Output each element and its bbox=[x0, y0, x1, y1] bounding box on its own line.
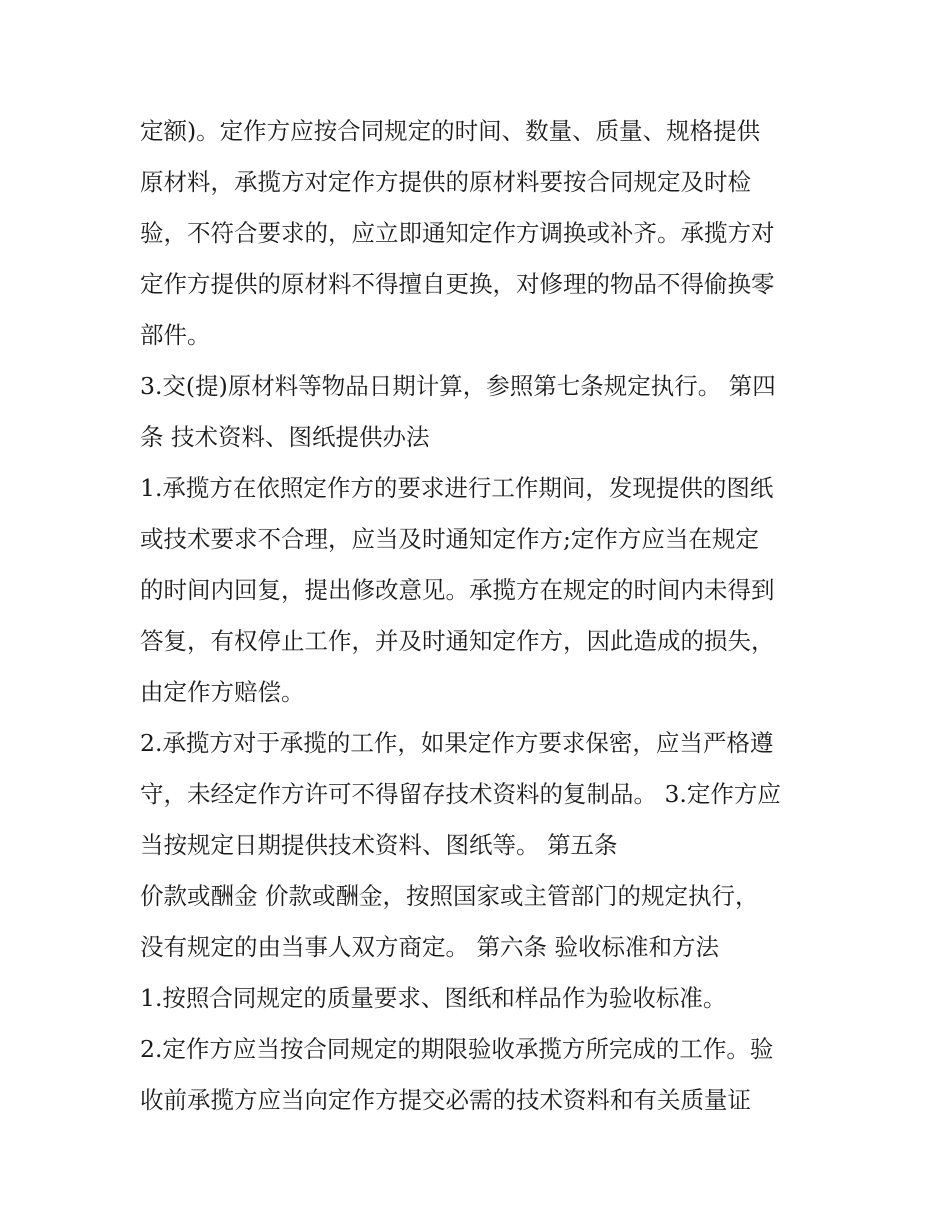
text-line: 价款或酬金 价款或酬金，按照国家或主管部门的规定执行， bbox=[140, 882, 759, 910]
text-line: 原材料，承揽方对定作方提供的原材料要按合同规定及时检 bbox=[140, 168, 751, 196]
body-text bbox=[140, 106, 830, 1126]
text-line: 守，未经定作方许可不得留存技术资料的复制品。 3.定作方应 bbox=[140, 780, 781, 808]
text-line: 2.定作方应当按合同规定的期限验收承揽方所完成的工作。验 bbox=[140, 1035, 774, 1063]
text-line: 验，不符合要求的，应立即通知定作方调换或补齐。承揽方对 bbox=[140, 219, 775, 247]
text-line: 条 技术资料、图纸提供办法 bbox=[140, 423, 430, 451]
text-line: 部件。 bbox=[140, 321, 211, 349]
text-line: 1.按照合同规定的质量要求、图纸和样品作为验收标准。 bbox=[140, 984, 727, 1012]
text-line: 由定作方赔偿。 bbox=[140, 678, 305, 706]
text-line: 定额)。定作方应按合同规定的时间、数量、质量、规格提供 bbox=[140, 117, 761, 145]
text-line: 或技术要求不合理，应当及时通知定作方;定作方应当在规定 bbox=[140, 525, 759, 553]
text-line: 1.承揽方在依照定作方的要求进行工作期间，发现提供的图纸 bbox=[140, 474, 774, 502]
text-line: 答复，有权停止工作，并及时通知定作方，因此造成的损失， bbox=[140, 627, 775, 655]
text-line: 当按规定日期提供技术资料、图纸等。 第五条 bbox=[140, 831, 618, 859]
text-line: 收前承揽方应当向定作方提交必需的技术资料和有关质量证 bbox=[140, 1086, 751, 1114]
text-line: 没有规定的由当事人双方商定。 第六条 验收标准和方法 bbox=[140, 933, 719, 961]
text-line: 2.承揽方对于承揽的工作，如果定作方要求保密，应当严格遵 bbox=[140, 729, 774, 757]
text-line: 3.交(提)原材料等物品日期计算，参照第七条规定执行。 第四 bbox=[140, 372, 776, 400]
text-line: 的时间内回复，提出修改意见。承揽方在规定的时间内未得到 bbox=[140, 576, 775, 604]
text-line: 定作方提供的原材料不得擅自更换，对修理的物品不得偷换零 bbox=[140, 270, 775, 298]
